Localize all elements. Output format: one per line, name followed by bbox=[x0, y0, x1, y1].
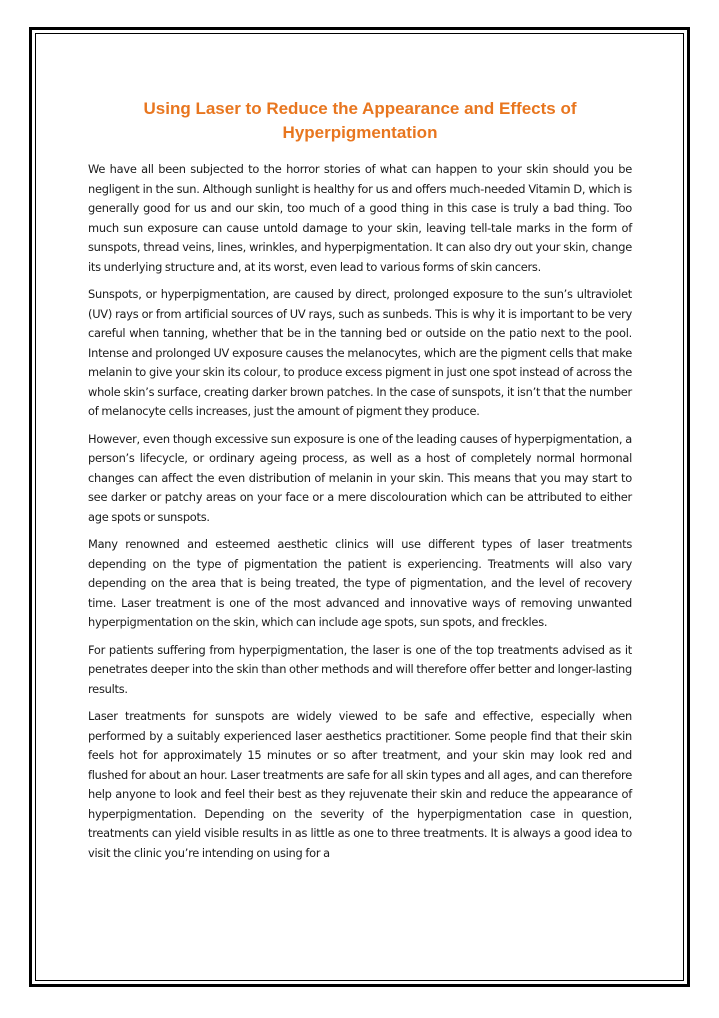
paragraph-2: Sunspots, or hyperpigmentation, are caused by direct, prolonged exposure to the sun’s ultraviolet (UV) rays or from artificial sources of UV rays, such as sunbeds. This is why it is important to be very careful when tanning, whether that be in the tanning bed or outside on the patio next to the pool. Intense and prolonged UV exposure causes the melanocytes, which are the pigment cells that make melanin to give your skin its colour, to produce excess pigment in just one spot instead of across the whole skin’s surface, creating darker brown patches. In the case of sunspots, it isn’t that the number of melanocyte cells increases, just the amount of pigment they produce. bbox=[88, 287, 632, 418]
paragraph-6: Laser treatments for sunspots are widely viewed to be safe and effective, especially when performed by a suitably experienced laser aesthetics practitioner. Some people find that their skin feels hot for approximately 15 minutes or so after treatment, and your skin may look red and flushed for about an hour. Laser treatments are safe for all skin types and all ages, and can therefore help anyone to look and feel their best as they rejuvenate their skin and reduce the appearance of hyperpigmentation. Depending on the severity of the hyperpigmentation case in question, treatments can yield visible results in as little as one to three treatments. It is always a good idea to visit the clinic you’re intending on using for a bbox=[88, 709, 632, 860]
paragraph-4: Many renowned and esteemed aesthetic clinics will use different types of laser treatments depending on the type of pigmentation the patient is experiencing. Treatments will also vary depending on the area that is being treated, the type of pigmentation, and the level of recovery time. Laser treatment is one of the most advanced and innovative ways of removing unwanted hyperpigmentation on the skin, which can include age spots, sun spots, and freckles. bbox=[88, 537, 632, 629]
paragraph-3: However, even though excessive sun exposure is one of the leading causes of hyperpigmentation, a person’s lifecycle, or ordinary ageing process, as well as a host of completely normal hormonal changes can affect the even distribution of melanin in your skin. This means that you may start to see darker or patchy areas on your face or a mere discolouration which can be attributed to either age spots or sunspots. bbox=[88, 431, 632, 524]
article-title: Using Laser to Reduce the Appearance and Effects of Hyperpigmentation bbox=[143, 99, 577, 142]
article-body bbox=[88, 97, 632, 871]
paragraph-1: We have all been subjected to the horror stories of what can happen to your skin should you be negligent in the sun. Although sunlight is healthy for us and offers much-needed Vitamin D, which is generally good for us and our skin, too much of a good thing in this case is truly a bad thing. Too much sun exposure can cause untold damage to your skin, leaving tell-tale marks in the form of sunspots, thread veins, lines, wrinkles, and hyperpigmentation. It can also dry out your skin, change its underlying structure and, at its worst, even lead to various forms of skin cancers. bbox=[88, 162, 632, 274]
paragraph-5: For patients suffering from hyperpigmentation, the laser is one of the top treatments advised as it penetrates deeper into the skin than other methods and will therefore offer better and longer-lasting results. bbox=[88, 642, 632, 696]
